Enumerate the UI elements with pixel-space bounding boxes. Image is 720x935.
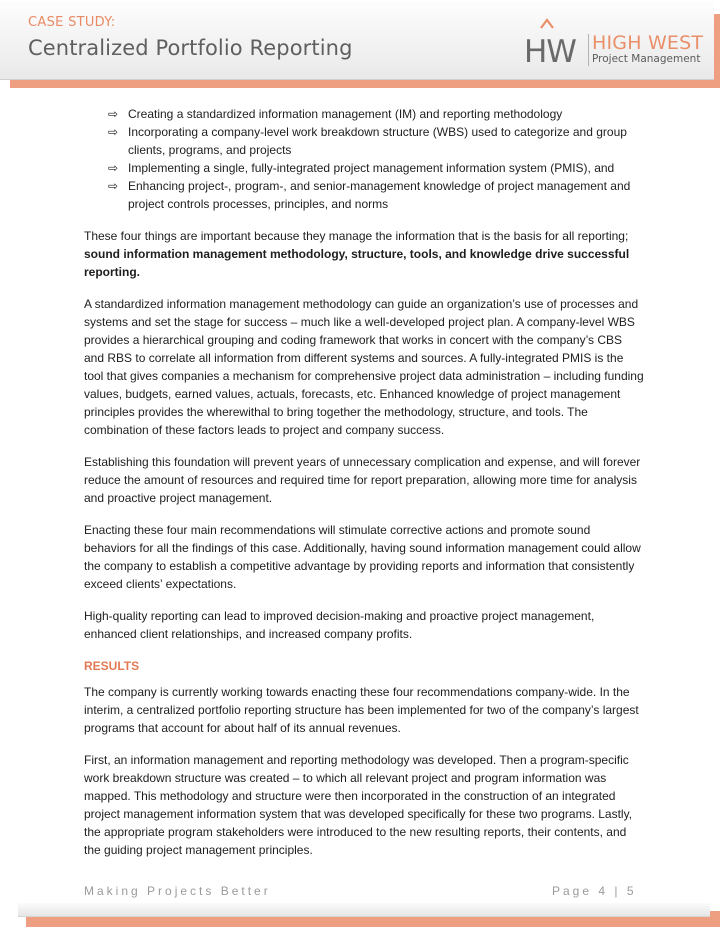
footer-tagline: Making Projects Better (84, 884, 271, 898)
recommendations-list (108, 105, 644, 213)
paragraph-importance (84, 227, 644, 281)
header-kicker: CASE STUDY: (28, 15, 116, 30)
paragraph-results-steps: First, an information management and reporting methodology was developed. Then a program-specific work breakdown structure was created – to which all relevant project and program information was mapped. This methodology and structure were then incorporated in the construction of an integrated project management information system that was developed specifically for these two programs. Lastly, the appropriate program stakeholders were introduced to the new resulting reports, their contents, and the guiding project management principles. (84, 753, 633, 857)
footer-bar (18, 903, 710, 917)
page-number: Page 4 | 5 (552, 884, 637, 898)
list-item (108, 123, 644, 159)
logo-subtitle: Project Management (592, 53, 701, 65)
company-logo (522, 18, 702, 70)
list-item-text: Creating a standardized information management (IM) and reporting methodology (128, 107, 563, 121)
page-header (0, 2, 714, 80)
results-heading: RESULTS (84, 659, 140, 673)
paragraph-importance-emphasis: sound information management methodology, structure, tools, and knowledge drive successful reporting. (84, 247, 630, 279)
paragraph-importance-text: These four things are important because they manage the information that is the basis for all reporting; (84, 229, 629, 243)
list-item-text: Implementing a single, fully-integrated project management information system (PMIS), and (128, 161, 615, 175)
right-arrow-icon: ⇨ (108, 125, 119, 139)
hw-logo-icon (522, 18, 584, 70)
document-body (84, 105, 644, 859)
logo-name: HIGH WEST (592, 32, 704, 54)
page-title: Centralized Portfolio Reporting (28, 36, 353, 60)
paragraph-recommendations: Enacting these four main recommendations will stimulate corrective actions and promote sound behaviors for all the findings of this case. Additionally, having sound information management could allow the company to establish a competitive advantage by providing reports and information that consistently exceed clients’ expectations. (84, 523, 641, 591)
paragraph-quality: High-quality reporting can lead to improved decision-making and proactive project management, enhanced client relationships, and increased company profits. (84, 609, 595, 641)
list-item-text: Incorporating a company-level work breakdown structure (WBS) used to categorize and group clients, programs, and projects (128, 125, 627, 157)
paragraph-foundation: Establishing this foundation will prevent years of unnecessary complication and expense, and will forever reduce the amount of resources and required time for report preparation, allowing more time for analysis and proactive project management. (84, 455, 641, 505)
list-item (108, 177, 644, 213)
logo-mark-text: HW (524, 34, 576, 70)
right-arrow-icon: ⇨ (108, 107, 119, 121)
right-arrow-icon: ⇨ (108, 161, 119, 175)
right-arrow-icon: ⇨ (108, 179, 119, 193)
paragraph-results-status: The company is currently working towards enacting these four recommendations company-wide. In the interim, a centralized portfolio reporting structure has been implemented for two of the company’s largest programs that account for about half of its annual revenues. (84, 685, 639, 735)
list-item (108, 159, 644, 177)
paragraph-methodology: A standardized information management methodology can guide an organization’s use of processes and systems and set the stage for success – much like a well-developed project plan. A company-level WBS provides a hierarchical grouping and coding framework that works in concert with the company’s CBS and RBS to correlate all information from different systems and sources. A fully-integrated PMIS is the tool that gives companies a mechanism for comprehensive project data administration – including funding values, budgets, earned values, actuals, forecasts, etc. Enhanced knowledge of project management principles provides the wherewithal to bring together the methodology, structure, and tools. The combination of these factors leads to project and company success. (84, 297, 644, 437)
logo-divider (588, 34, 589, 66)
list-item (108, 105, 644, 123)
list-item-text: Enhancing project-, program-, and senior-management knowledge of project management and project controls processes, principles, and norms (128, 179, 631, 211)
